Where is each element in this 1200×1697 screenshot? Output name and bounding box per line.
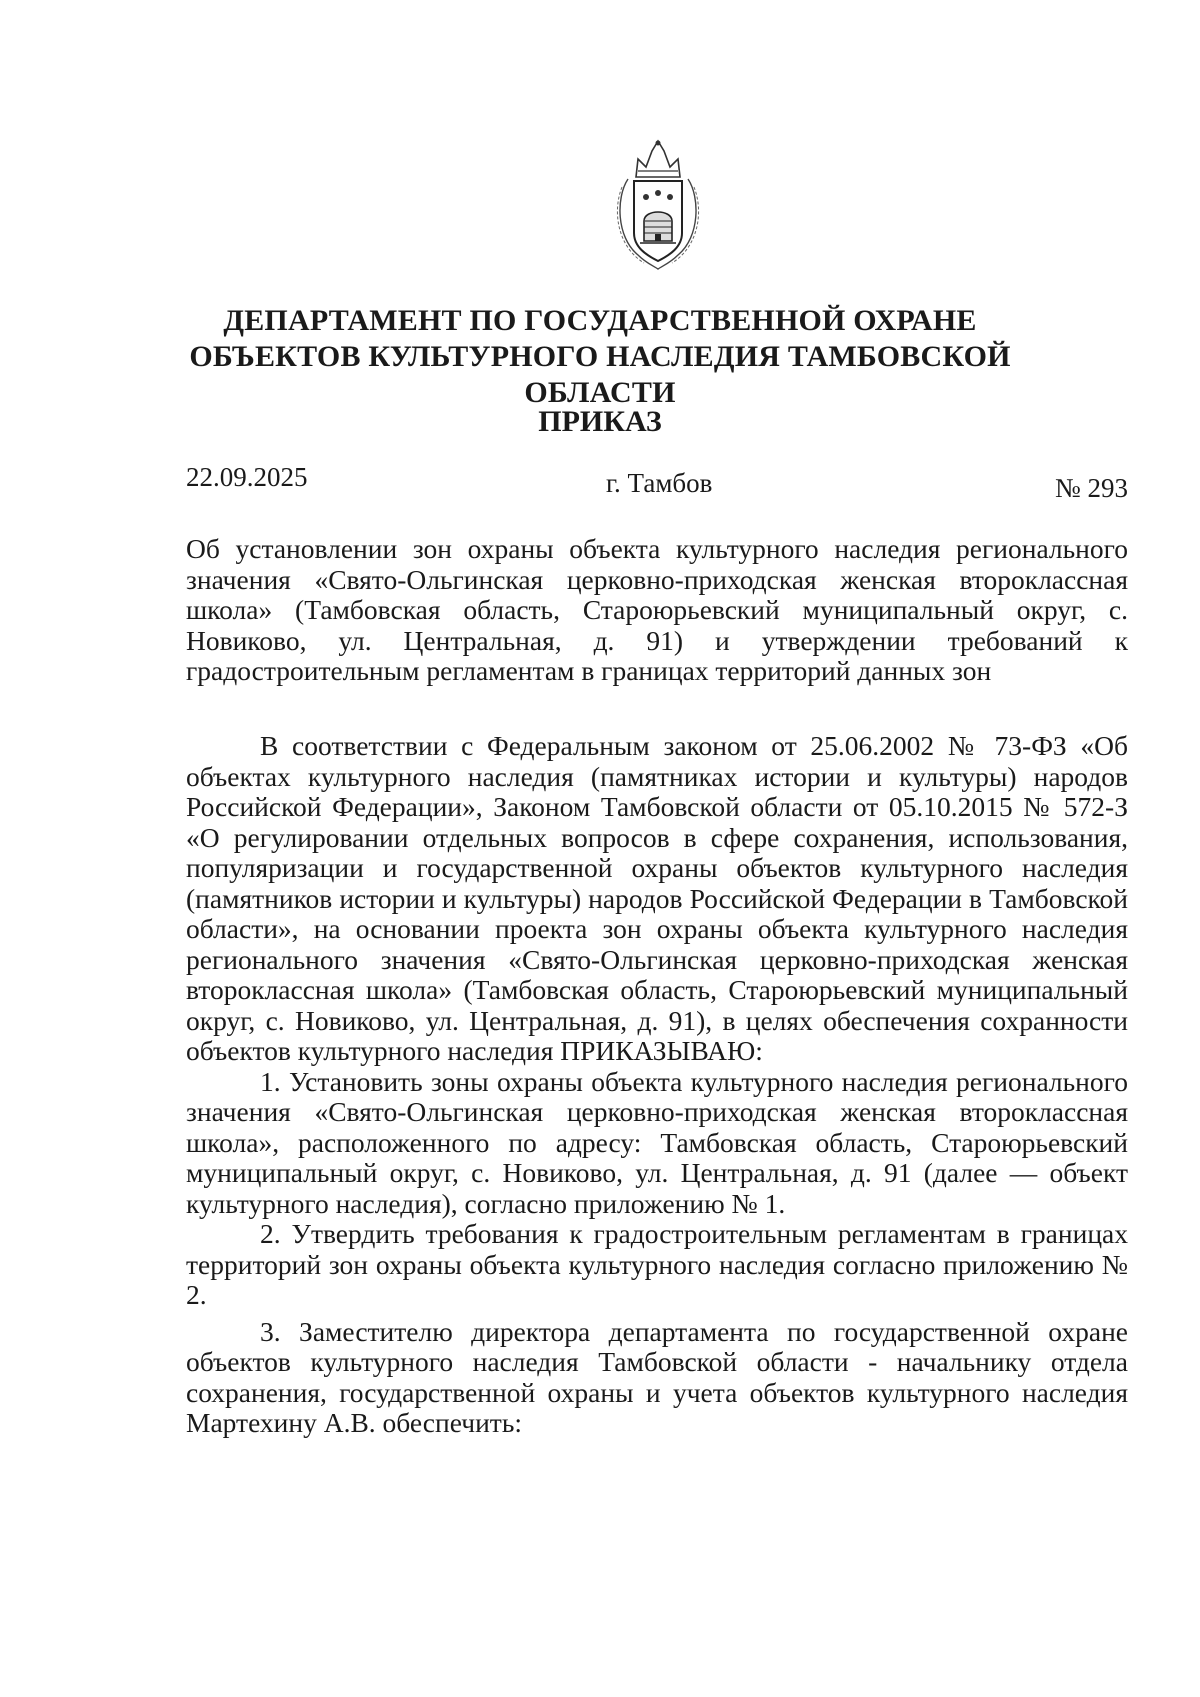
order-body bbox=[186, 731, 1128, 1439]
order-city: г. Тамбов bbox=[606, 468, 713, 498]
order-number: № 293 bbox=[1054, 473, 1128, 503]
order-item-2: 2. Утвердить требования к градостроительным регламентам в границах территорий зон охраны объекта культурного наследия согласно приложению № 2. bbox=[186, 1218, 1128, 1310]
document-type: ПРИКАЗ bbox=[538, 405, 662, 438]
order-date: 22.09.2025 bbox=[186, 462, 308, 492]
order-item-3: 3. Заместителю директора департамента по государственной охране объектов культурного наследия Тамбовской области - начальнику отдела сохранения, государственной охраны и учета объектов культурного наследия Мартехину А.В. обеспечить: bbox=[186, 1315, 1128, 1438]
preamble-paragraph: В соответствии с Федеральным законом от 25.06.2002 № 73-ФЗ «Об объектах культурного наследия (памятниках истории и культуры) народов Российской Федерации», Законом Тамбовской области от 05.10.2015 № 572-З «О регулировании отдельных вопросов в сфере сохранения, использования, популяризации и государственной охраны объектов культурного наследия (памятников истории и культуры) народов Российской Федерации в Тамбовской области», на основании проекта зон охраны объекта культурного наследия регионального значения «Свято-Ольгинская церковно-приходская женская второклассная школа» (Тамбовская область, Староюрьевский муниципальный округ, с. Новиково, ул. Центральная, д. 91), в целях обеспечения сохранности объектов культурного наследия ПРИКАЗЫВАЮ: bbox=[186, 730, 1128, 1066]
subject-text: Об установлении зон охраны объекта культурного наследия регионального значения «Свято-Ольгинская церковно-приходская женская второклассная школа» (Тамбовская область, Староюрьевский муниципальный округ, с. Новиково, ул. Центральная, д. 91) и утверждении требований к градостроительным регламентам в границах территорий данных зон bbox=[186, 533, 1128, 686]
order-item-1: 1. Установить зоны охраны объекта культурного наследия регионального значения «Свято-Ольгинская церковно-приходская женская второклассная школа», расположенного по адресу: Тамбовская область, Староюрьевский муниципальный округ, с. Новиково, ул. Центральная, д. 91 (далее — объект культурного наследия), согласно приложению № 1. bbox=[186, 1065, 1128, 1219]
department-title: ДЕПАРТАМЕНТ ПО ГОСУДАРСТВЕННОЙ ОХРАНЕ ОБЪЕКТОВ КУЛЬТУРНОГО НАСЛЕДИЯ ТАМБОВСКОЙ ОБЛАСТИ bbox=[189, 304, 1011, 409]
order-subject bbox=[186, 534, 1128, 687]
coat-of-arms-tambov-icon bbox=[608, 137, 708, 277]
